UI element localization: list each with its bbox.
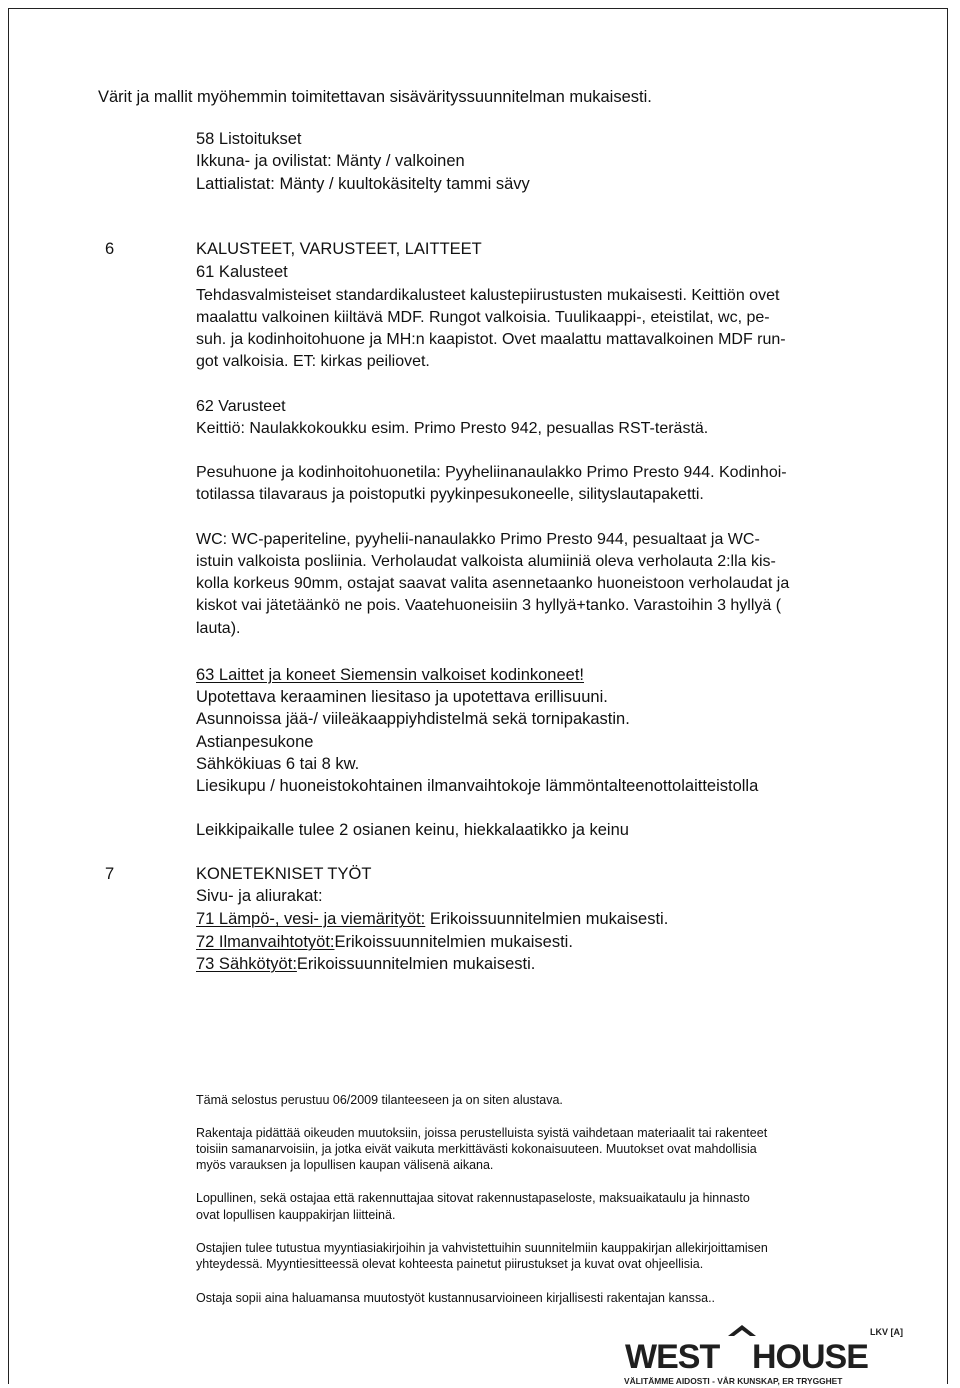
section-62-line: kolla korkeus 90mm, ostajat saavat valita asennetaanko huoneistoon verholaudat ja	[196, 575, 790, 592]
logo-badge: LKV [A]	[870, 1327, 903, 1337]
section-63-line: Asunnoissa jää-/ viileäkaappiyhdistelmä sekä tornipakastin.	[196, 710, 630, 728]
section-63-line: Sähkökiuas 6 tai 8 kw.	[196, 755, 360, 773]
section-73-line	[196, 953, 535, 975]
logo-slogan: VÄLITÄMME AIDOSTI - VÅR KUNSKAP, ER TRYGGHET	[624, 1376, 843, 1386]
logo-house-icon	[728, 1325, 756, 1336]
footer-line: Tämä selostus perustuu 06/2009 tilanteeseen ja on siten alustava.	[196, 1093, 563, 1107]
section-72-label: 72 Ilmanvaihtotyöt:	[196, 933, 335, 951]
section-72-line	[196, 931, 573, 953]
section-63-line: Liesikupu / huoneistokohtainen ilmanvaihtokoje lämmöntalteenottolaitteistolla	[196, 777, 759, 795]
section-63-line: Upotettava keraaminen liesitaso ja upotettava erillisuuni.	[196, 688, 608, 706]
footer-line: Ostajien tulee tutustua myyntiasiakirjoihin ja vahvistettuihin suunnitelmiin kauppakirjan allekirjoittamisen	[196, 1241, 768, 1255]
footer-line: myös varauksen ja lopullisen kaupan välisenä aikana.	[196, 1158, 494, 1172]
westhouse-logo	[620, 1324, 920, 1388]
section-62-line: Keittiö: Naulakkokoukku esim. Primo Presto 942, pesuallas RST-terästä.	[196, 420, 709, 437]
footer-line: Rakentaja pidättää oikeuden muutoksiin, joissa perustelluista syistä vaihdetaan materiaalit tai rakenteet	[196, 1126, 768, 1140]
section-62-line: kiskot vai jätetäänkö ne pois. Vaatehuoneisiin 3 hyllyä+tanko. Varastoihin 3 hyllyä (	[196, 597, 782, 614]
section-63-extra: Leikkipaikalle tulee 2 osianen keinu, hiekkalaatikko ja keinu	[196, 821, 629, 839]
section-62-line: Pesuhuone ja kodinhoitohuonetila: Pyyheliinanaulakko Primo Presto 944. Kodinhoi-	[196, 464, 787, 481]
section-71-text: Erikoissuunnitelmien mukaisesti.	[425, 910, 669, 928]
section-63-line: Astianpesukone	[196, 733, 314, 751]
footer-line: yhteydessä. Myyntiesitteessä olevat kohteesta painetut piirustukset ja kuvat ovat ohjeellisia.	[196, 1257, 704, 1271]
section-61-heading: 61 Kalusteet	[196, 263, 288, 281]
section-7-title: KONETEKNISET TYÖT	[196, 865, 372, 883]
section-58-heading: 58 Listoitukset	[196, 130, 302, 148]
footer-line: ovat lopullisen kauppakirjan liitteinä.	[196, 1208, 396, 1222]
section-58-line: Lattialistat: Mänty / kuultokäsitelty tammi sävy	[196, 175, 530, 193]
section-73-label: 73 Sähkötyöt:	[196, 955, 297, 973]
logo-wordmark-right: HOUSE	[752, 1338, 868, 1376]
section-6-title: KALUSTEET, VARUSTEET, LAITTEET	[196, 240, 482, 258]
intro-text: Värit ja mallit myöhemmin toimitettavan sisävärityssuunnitelman mukaisesti.	[98, 88, 652, 106]
section-62-line: totilassa tilavaraus ja poistoputki pyykinpesukoneelle, silityslautapaketti.	[196, 486, 704, 503]
footer-line: Lopullinen, sekä ostajaa että rakennuttajaa sitovat rakennustapaseloste, maksuaikataulu ja hinnasto	[196, 1191, 750, 1205]
footer-line: Ostaja sopii aina haluamansa muutostyöt kustannusarvioineen kirjallisesti rakentajan kanssa..	[196, 1291, 716, 1305]
footer-line: toisiin samanarvoisiin, ja jotka eivät vaikuta merkittävästi kokonaisuuteen. Muutokset ovat mahdollisia	[196, 1142, 757, 1156]
section-63-heading: 63 Laittet ja koneet Siemensin valkoiset kodinkoneet!	[196, 666, 584, 684]
section-71-line	[196, 908, 668, 930]
section-61-line: Tehdasvalmisteiset standardikalusteet kalustepiirustusten mukaisesti. Keittiön ovet	[196, 287, 780, 304]
section-72-text: Erikoissuunnitelmien mukaisesti.	[334, 933, 573, 951]
logo-wordmark-left: WEST	[625, 1338, 720, 1376]
section-61-line: got valkoisia. ET: kirkas peiliovet.	[196, 353, 430, 370]
section-58-line: Ikkuna- ja ovilistat: Mänty / valkoinen	[196, 152, 465, 170]
section-61-line: suh. ja kodinhoitohuone ja MH:n kaapistot. Ovet maalattu mattavalkoinen MDF run-	[196, 331, 786, 348]
section-7-number: 7	[105, 865, 115, 883]
section-73-text: Erikoissuunnitelmien mukaisesti.	[296, 955, 536, 973]
section-71-label: 71 Lämpö-, vesi- ja viemärityöt:	[196, 910, 426, 928]
section-62-line: WC: WC-paperiteline, pyyhelii-nanaulakko Primo Presto 944, pesualtaat ja WC-	[196, 531, 760, 548]
section-62-heading: 62 Varusteet	[196, 398, 286, 415]
section-61-line: maalattu valkoinen kiiltävä MDF. Rungot valkoisia. Tuulikaappi-, eteistilat, wc, pe-	[196, 309, 770, 326]
section-6-number: 6	[105, 240, 115, 258]
section-62-line: istuin valkoista posliinia. Verholaudat valkoista alumiiniä oleva verholauta 2:lla kis-	[196, 553, 776, 570]
section-62-line: lauta).	[196, 620, 241, 637]
section-7-subtitle: Sivu- ja aliurakat:	[196, 887, 323, 905]
